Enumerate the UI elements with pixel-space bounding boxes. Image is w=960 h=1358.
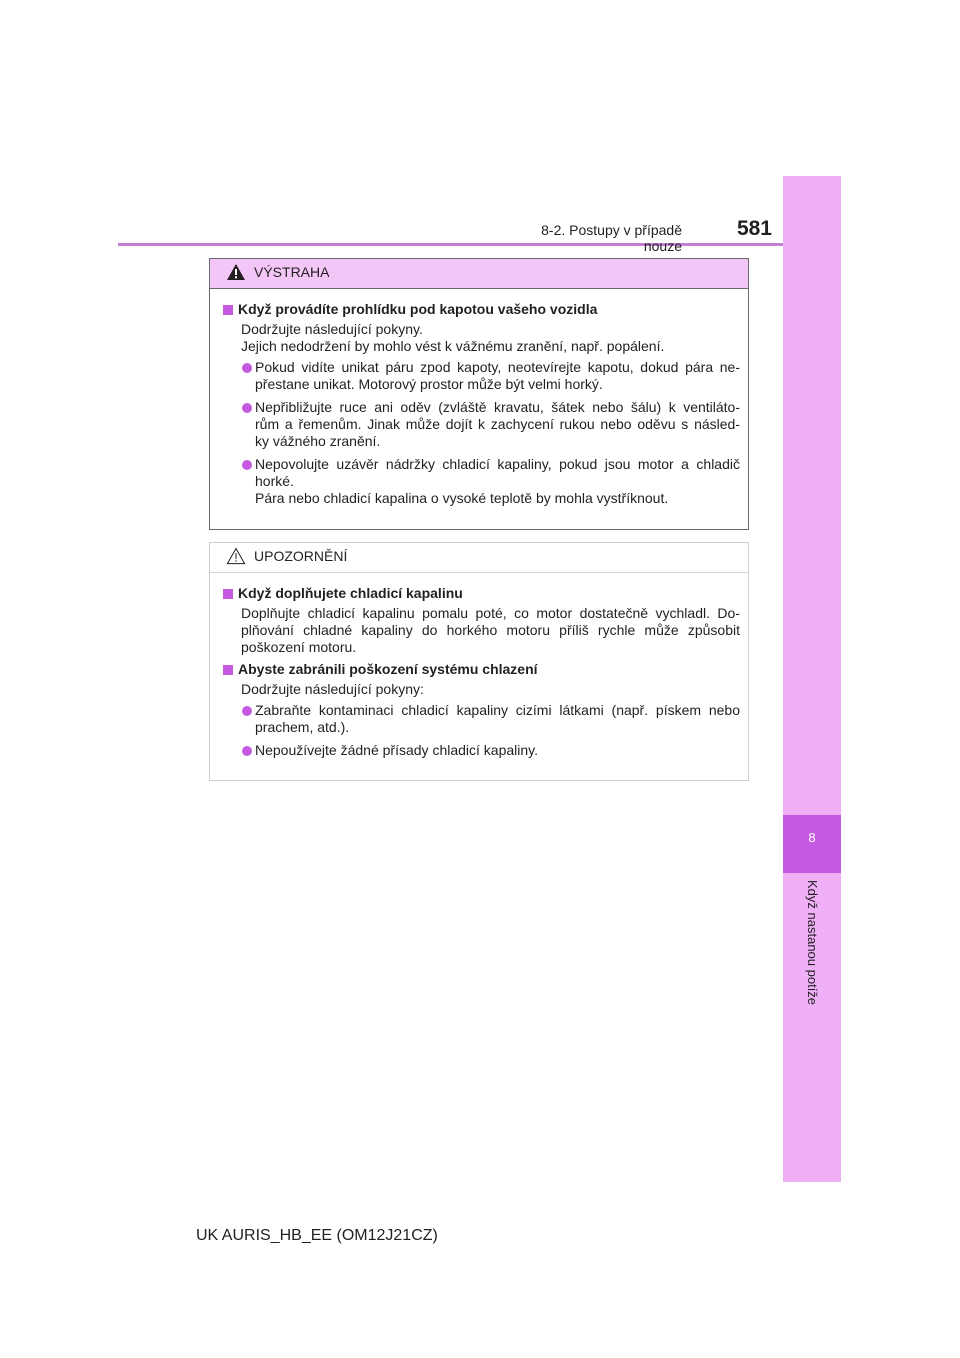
warning-box-header [210, 259, 748, 289]
warning-intro-line: Jejich nedodržení by mohlo vést k vážnému zranění, např. popálení. [241, 338, 665, 354]
round-bullet-icon [242, 460, 252, 470]
notice-heading-text: Když doplňujete chladicí kapalinu [238, 585, 463, 601]
notice-bullet [222, 702, 740, 736]
notice-triangle-icon [226, 547, 246, 565]
notice-intro: Dodržujte následující pokyny: [241, 681, 424, 697]
warning-bullet [222, 359, 740, 393]
round-bullet-icon [242, 706, 252, 716]
round-bullet-icon [242, 746, 252, 756]
section-title: 8-2. Postupy v případě nouze [541, 222, 682, 254]
warning-heading-text: Když provádíte prohlídku pod kapotou vašeho vozidla [238, 301, 598, 317]
warning-box-title: VÝSTRAHA [254, 264, 330, 280]
paragraph-line: plňování chladné kapaliny do horkého motoru příliš rychle může způsobit [241, 622, 740, 638]
square-bullet-icon [223, 589, 233, 599]
chapter-label: Když nastanou potíže [805, 880, 820, 1006]
page-number: 581 [736, 217, 772, 240]
notice-bullet [222, 742, 740, 759]
bullet-line: ky vážného zranění. [255, 433, 381, 449]
notice-box-title: UPOZORNĚNÍ [254, 548, 348, 564]
bullet-line: Nepřibližujte ruce ani oděv (zvláště kravatu, šátek nebo šálu) k ventiláto- [255, 399, 740, 415]
notice-paragraph [222, 605, 740, 656]
notice-heading-text: Abyste zabránili poškození systému chlazení [238, 661, 538, 677]
warning-box [209, 258, 749, 530]
square-bullet-icon [223, 305, 233, 315]
bullet-line: horké. [255, 473, 294, 489]
warning-intro [222, 321, 740, 355]
notice-heading [222, 584, 740, 603]
bullet-line: prachem, atd.). [255, 719, 350, 735]
warning-triangle-icon [226, 263, 246, 281]
notice-box [209, 542, 749, 781]
bullet-line: Zabraňte kontaminaci chladicí kapaliny cizími látkami (např. pískem nebo [255, 702, 740, 718]
notice-box-header [210, 543, 748, 573]
square-bullet-icon [223, 665, 233, 675]
bullet-line: Pára nebo chladicí kapalina o vysoké teplotě by mohla vystříknout. [255, 490, 669, 506]
round-bullet-icon [242, 403, 252, 413]
chapter-number: 8 [808, 830, 816, 845]
round-bullet-icon [242, 363, 252, 373]
warning-intro-line: Dodržujte následující pokyny. [241, 321, 423, 337]
warning-heading [222, 300, 740, 319]
bullet-line: Pokud vidíte unikat páru zpod kapoty, neotevírejte kapotu, dokud pára ne- [255, 359, 740, 375]
bullet-line: přestane unikat. Motorový prostor může být velmi horký. [255, 376, 603, 392]
model-code: UK AURIS_HB_EE (OM12J21CZ) [196, 1227, 438, 1244]
chapter-side-tab [783, 176, 841, 1182]
bullet-line: rům a řemenům. Jinak může dojít k zachycení rukou nebo oděvu s násled- [255, 416, 740, 432]
notice-heading [222, 660, 740, 679]
paragraph-line: Doplňujte chladicí kapalinu pomalu poté, co motor dostatečně vychladl. Do- [241, 605, 740, 621]
paragraph-line: poškození motoru. [241, 639, 357, 655]
bullet-line: Nepoužívejte žádné přísady chladicí kapaliny. [255, 742, 539, 758]
warning-bullet [222, 399, 740, 450]
warning-bullet [222, 456, 740, 507]
header-rule [118, 243, 783, 246]
bullet-line: Nepovolujte uzávěr nádržky chladicí kapaliny, pokud jsou motor a chladič [255, 456, 740, 472]
